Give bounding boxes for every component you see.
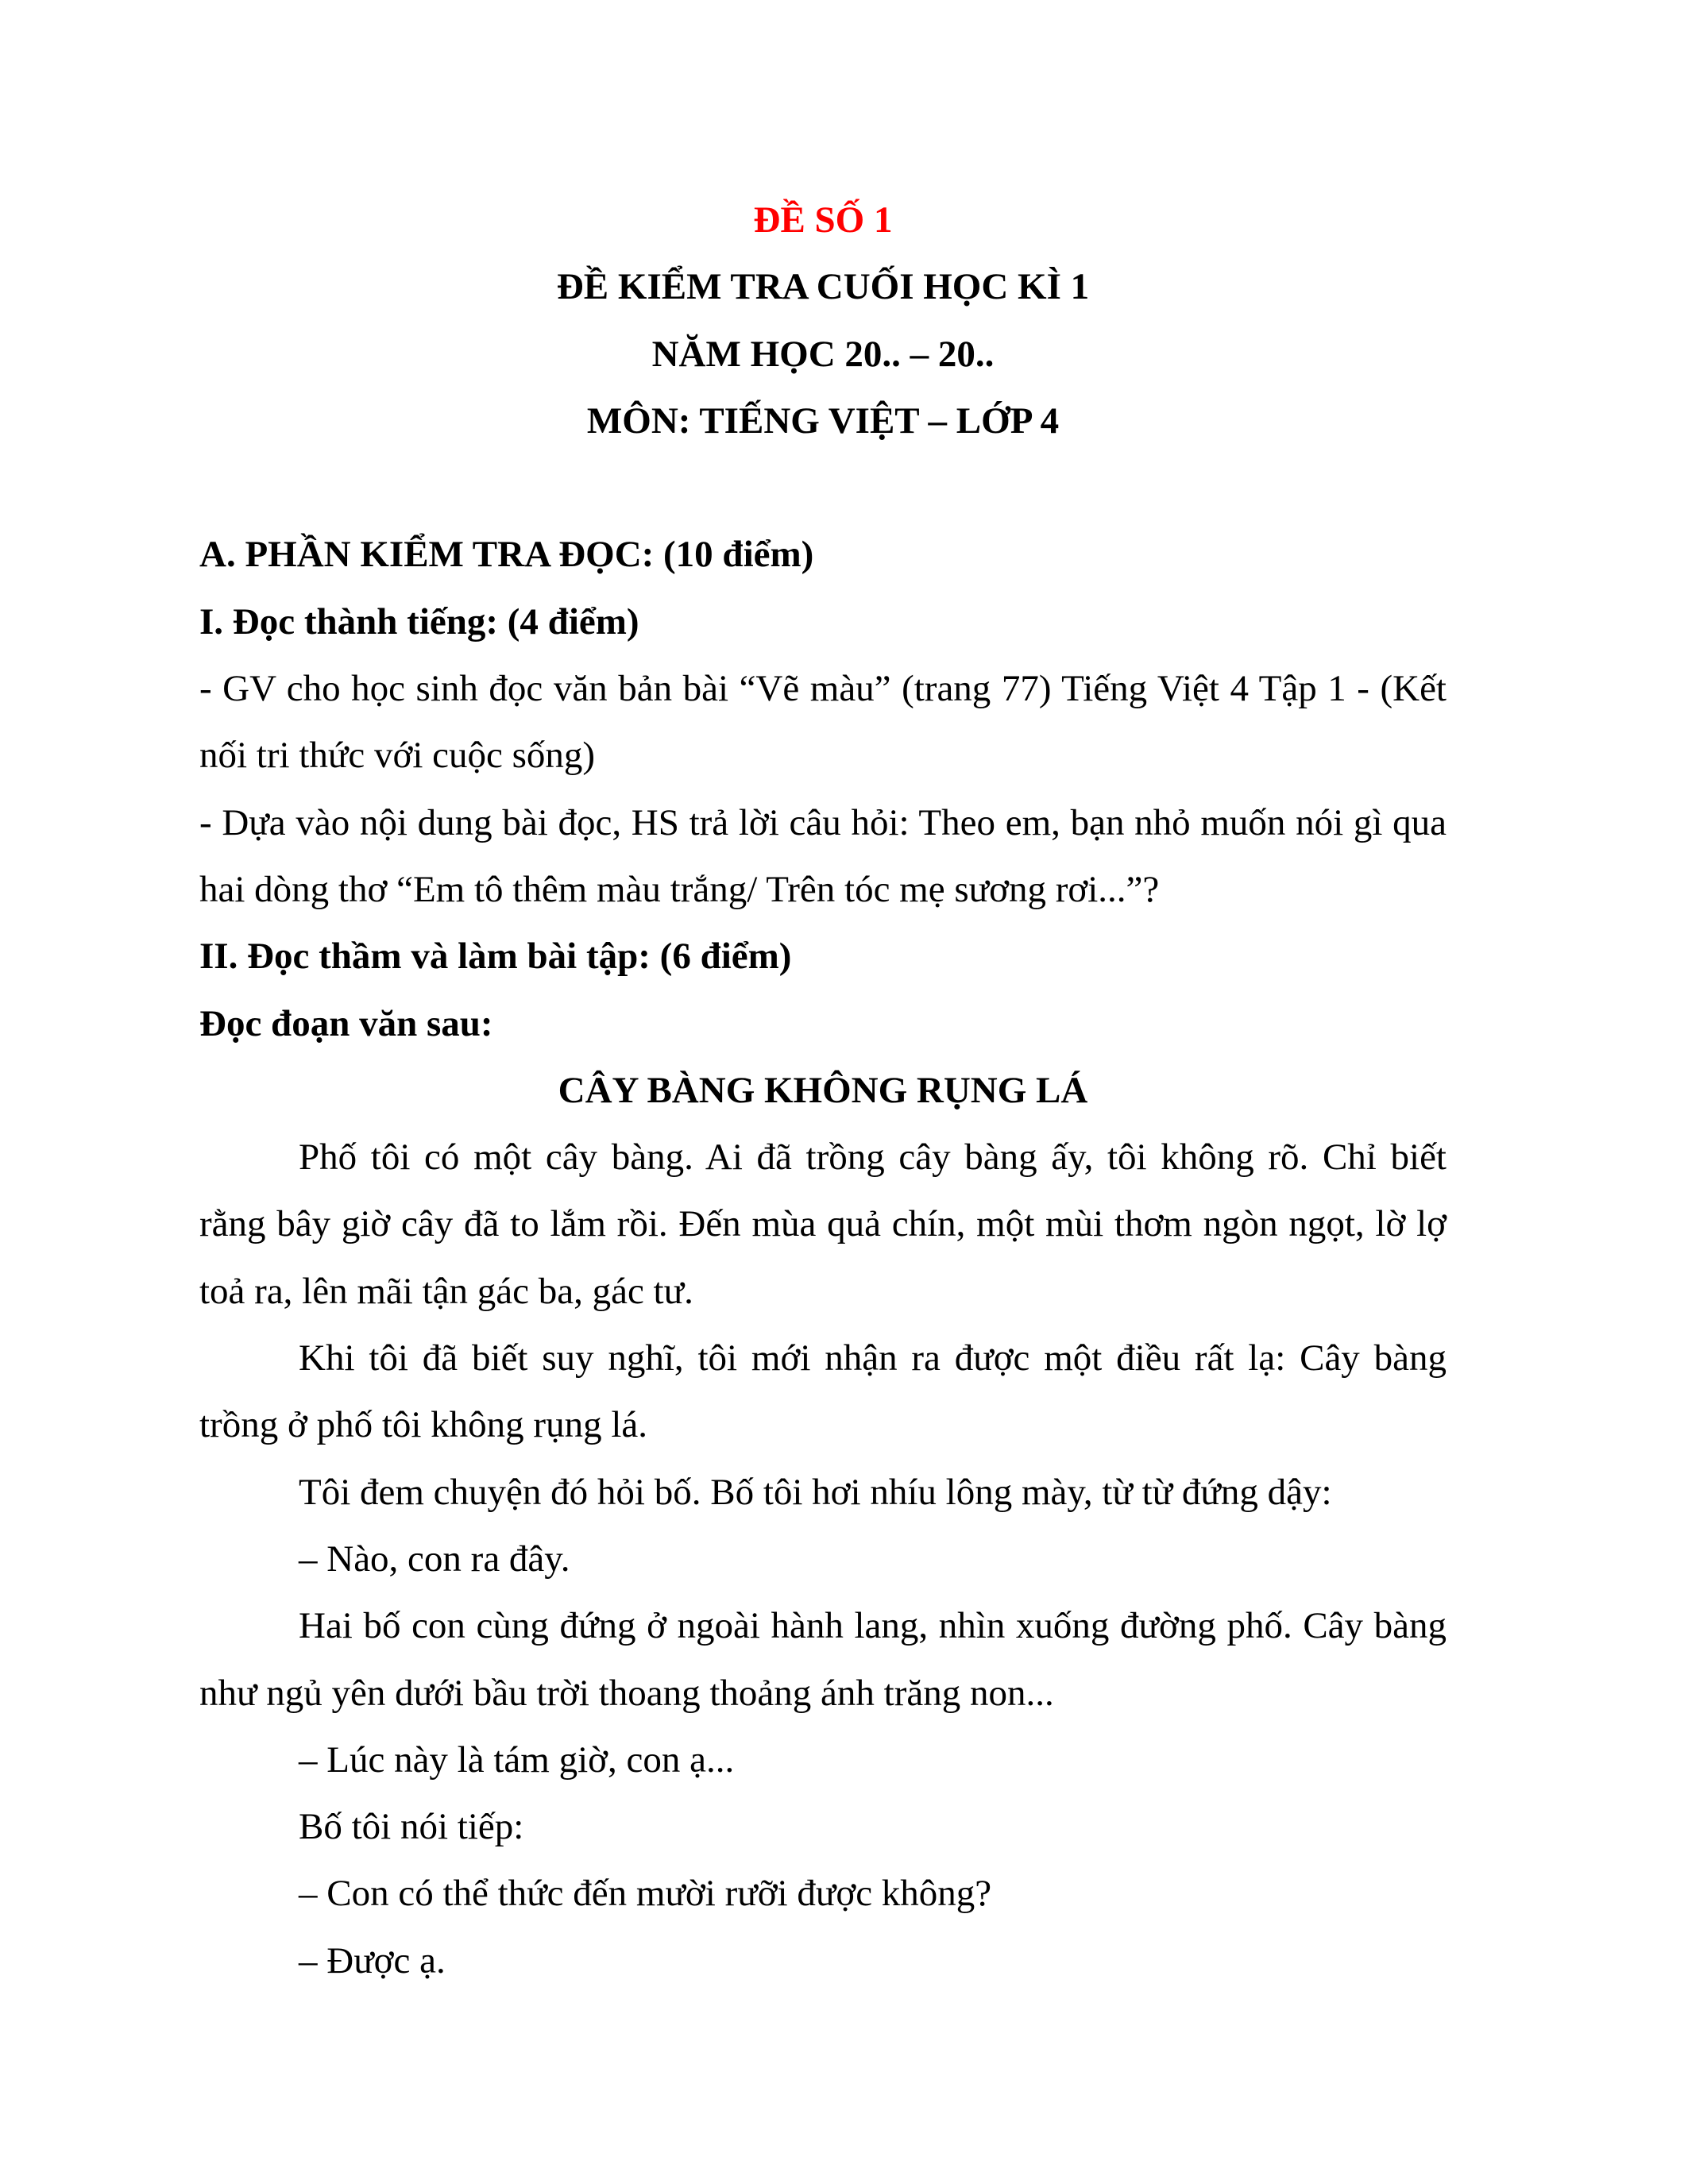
section-a-heading: A. PHẦN KIỂM TRA ĐỌC: (10 điểm) xyxy=(199,534,814,576)
story-paragraph: Phố tôi có một cây bàng. Ai đã trồng cây bàng ấy, tôi không rõ. Chỉ biết rằng bây giờ cây đã to lắm rồi. Đến mùa quả chín, một mùi thơm ngòn ngọt, lờ lợ toả ra, lên mãi tận gác ba, gác tư. xyxy=(199,1136,1447,1312)
story-paragraph: – Con có thể thức đến mười rưỡi được không? xyxy=(299,1873,992,1915)
story-paragraph: Khi tôi đã biết suy nghĩ, tôi mới nhận ra được một điều rất lạ: Cây bàng trồng ở phố tôi không rụng lá. xyxy=(199,1337,1447,1446)
part1-item: - GV cho học sinh đọc văn bản bài “Vẽ màu” (trang 77) Tiếng Việt 4 Tập 1 - (Kết nối tri thức với cuộc sống) xyxy=(199,668,1447,777)
document-page xyxy=(199,187,1447,1994)
school-year: NĂM HỌC 20.. – 20.. xyxy=(651,333,995,375)
exam-title: ĐỀ KIỂM TRA CUỐI HỌC KÌ 1 xyxy=(556,266,1090,308)
story-paragraph: Bố tôi nói tiếp: xyxy=(299,1806,524,1848)
subject: MÔN: TIẾNG VIỆT – LỚP 4 xyxy=(586,399,1060,442)
story-paragraph: – Lúc này là tám giờ, con ạ... xyxy=(299,1738,735,1781)
story-paragraph: Hai bố con cùng đứng ở ngoài hành lang, nhìn xuống đường phố. Cây bàng như ngủ yên dưới bầu trời thoang thoảng ánh trăng non... xyxy=(199,1605,1447,1714)
exam-number: ĐỀ SỐ 1 xyxy=(753,199,893,241)
story-paragraph: – Nào, con ra đây. xyxy=(299,1538,570,1580)
part2-heading: II. Đọc thầm và làm bài tập: (6 điểm) xyxy=(199,936,792,978)
part2-instruction: Đọc đoạn văn sau: xyxy=(199,1002,493,1044)
part1-item: - Dựa vào nội dung bài đọc, HS trả lời câu hỏi: Theo em, bạn nhỏ muốn nói gì qua hai dòng thơ “Em tô thêm màu trắng/ Trên tóc mẹ sương rơi...”? xyxy=(199,801,1447,910)
story-title: CÂY BÀNG KHÔNG RỤNG LÁ xyxy=(558,1069,1088,1111)
story-paragraph: – Được ạ. xyxy=(299,1939,446,1981)
spacer xyxy=(199,454,1447,521)
part1-heading: I. Đọc thành tiếng: (4 điểm) xyxy=(199,600,639,642)
story-paragraph: Tôi đem chuyện đó hỏi bố. Bố tôi hơi nhíu lông mày, từ từ đứng dậy: xyxy=(299,1471,1332,1513)
